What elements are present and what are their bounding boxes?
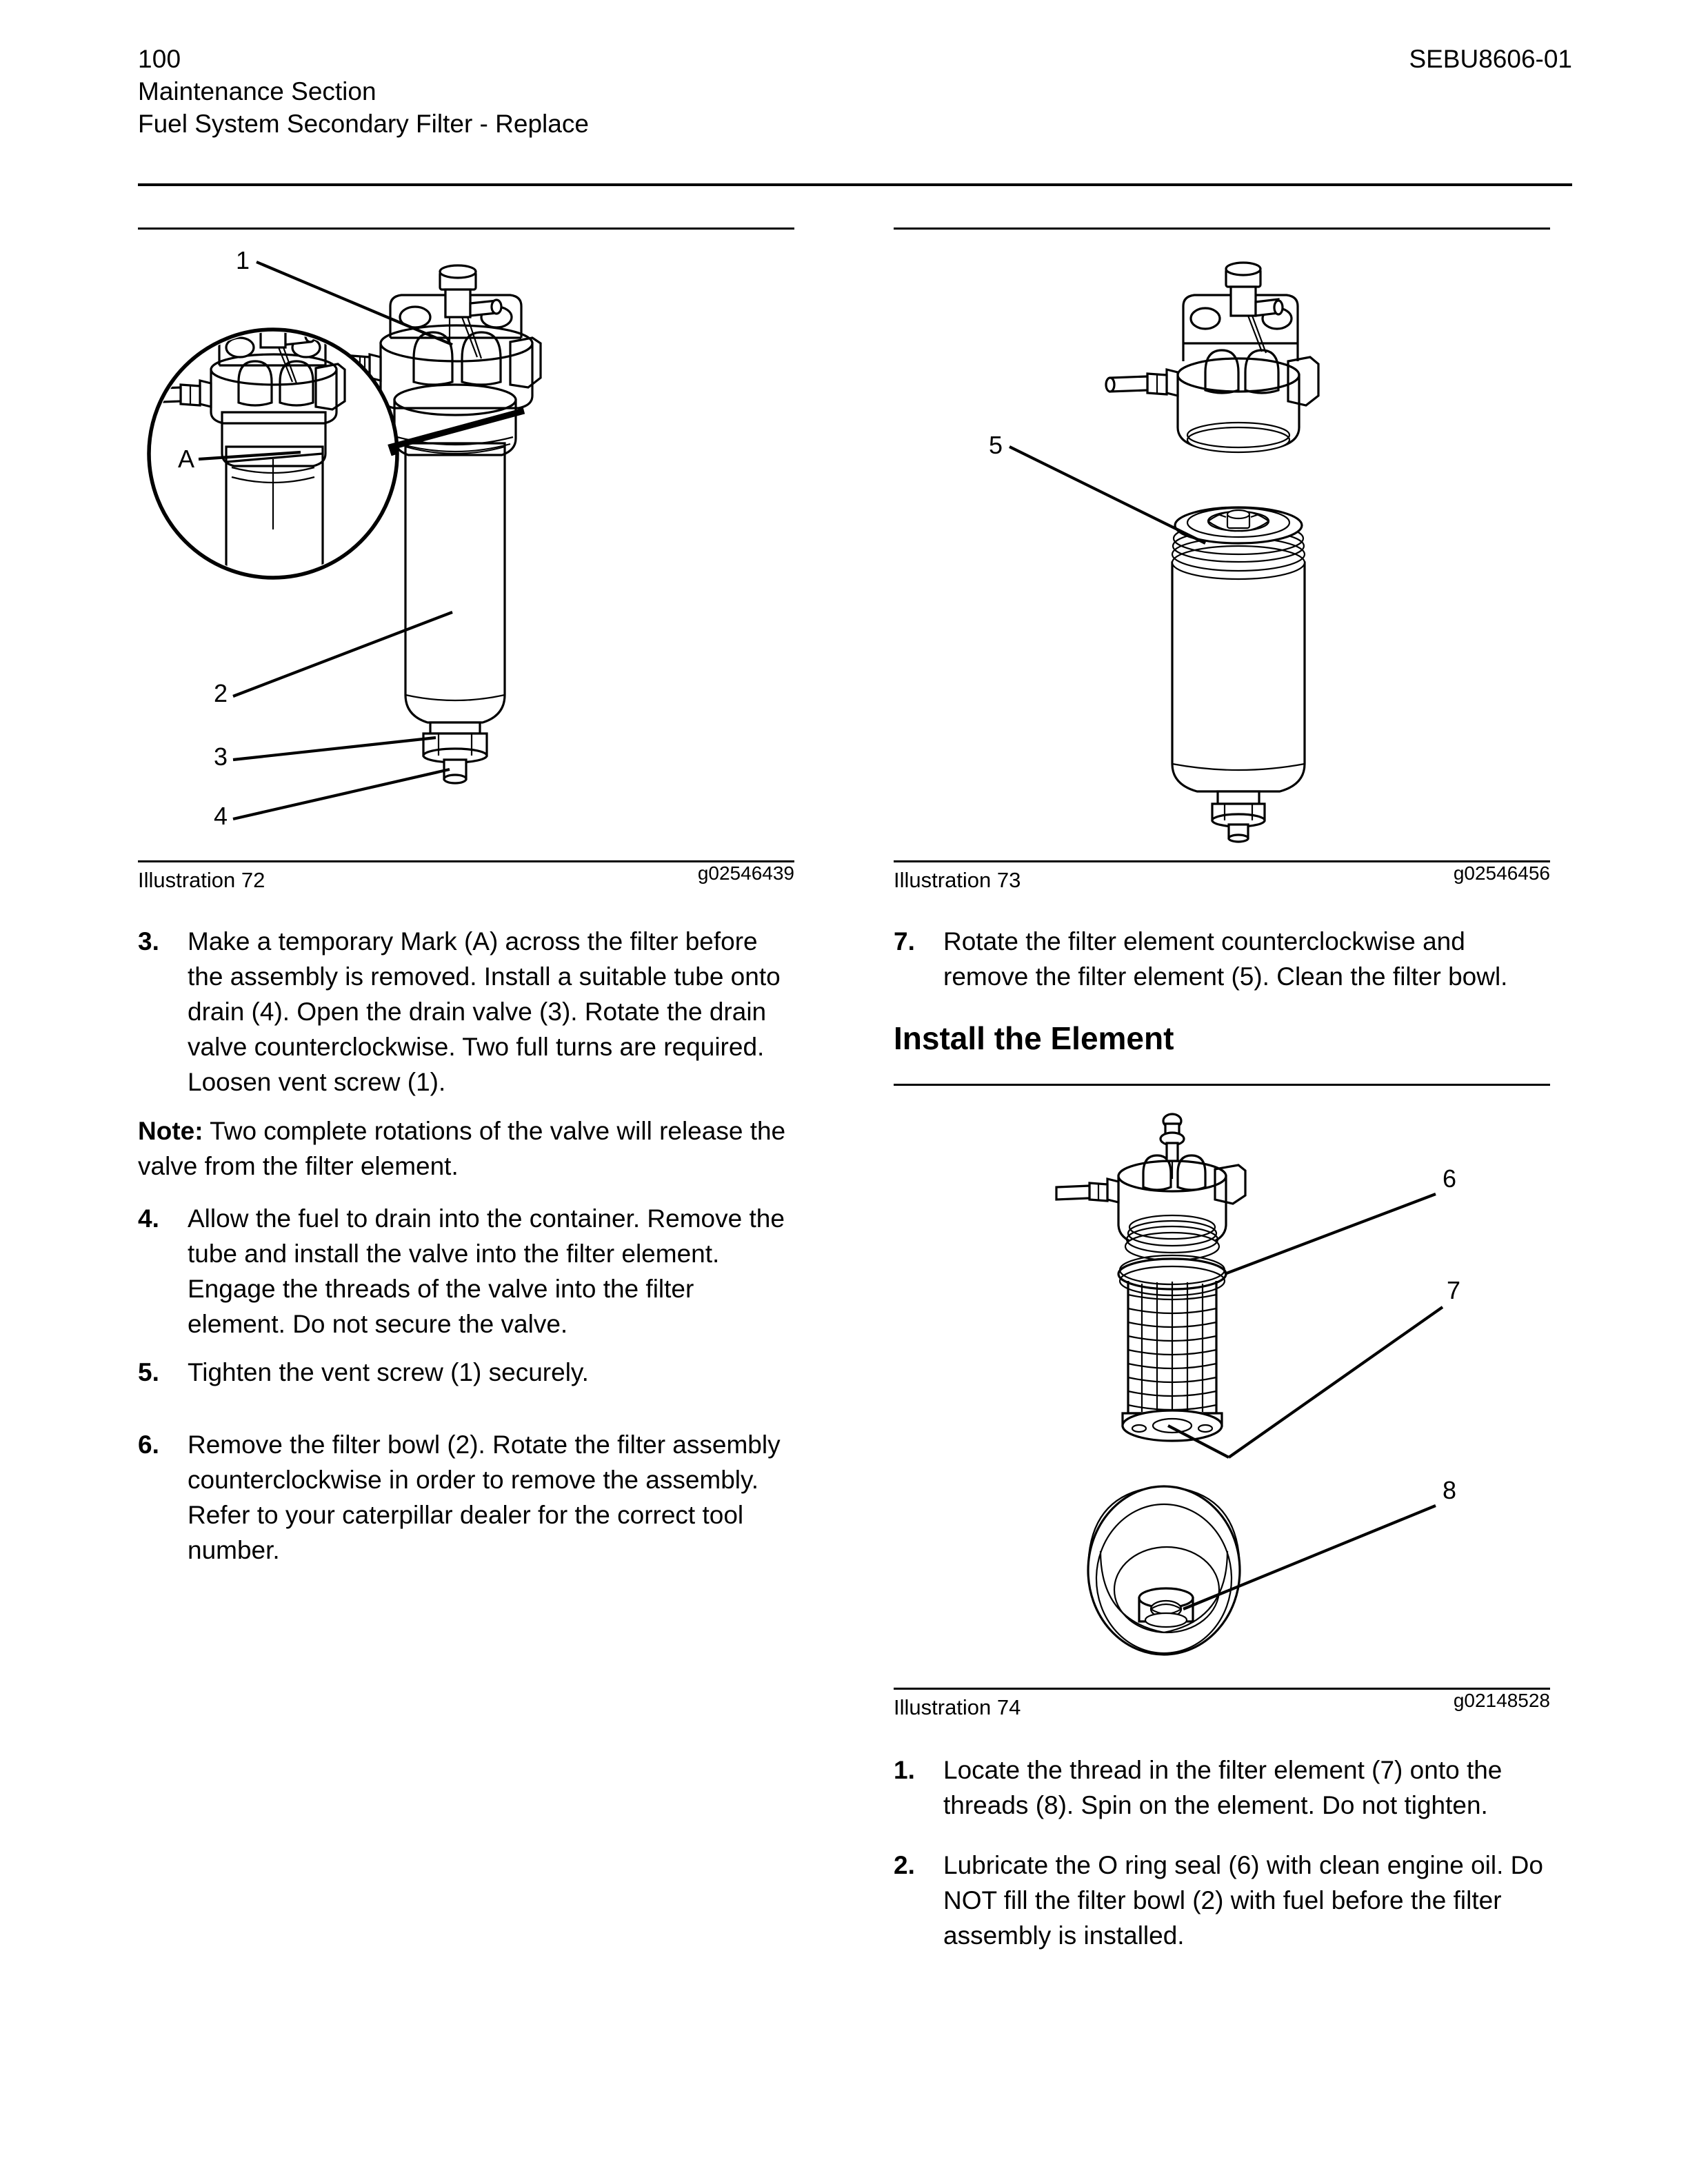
header-divider	[138, 183, 1572, 186]
install-step-2-text: Lubricate the O ring seal (6) with clean engine oil. Do NOT fill the filter bowl (2) with fuel before the filter assembly is installed.	[943, 1851, 1543, 1950]
note-label: Note:	[138, 1117, 203, 1145]
step-3-marker: 3.	[138, 927, 159, 956]
page-number: 100	[138, 45, 181, 73]
step-3-text: Make a temporary Mark (A) across the filter before the assembly is removed. Install a suitable tube onto drain (4). Open the drain valve (3). Rotate the drain valve counterclockwise. Two full turns are required. Loosen vent screw (1).	[188, 927, 781, 1096]
step-5-marker: 5.	[138, 1358, 159, 1386]
step-6	[138, 1427, 794, 1568]
step-6-text: Remove the filter bowl (2). Rotate the filter assembly counterclockwise in order to remove the assembly. Refer to your caterpillar dealer for the correct tool number.	[188, 1430, 781, 1564]
step-5	[138, 1355, 794, 1390]
figure-74-label: Illustration 74	[894, 1695, 1021, 1719]
step-7	[894, 924, 1550, 994]
figure-74-graphic-number: g02148528	[1453, 1690, 1550, 1711]
install-step-1	[894, 1752, 1550, 1823]
topic-title: Fuel System Secondary Filter - Replace	[138, 110, 589, 138]
figure-72-label: Illustration 72	[138, 868, 265, 892]
figure-72-caption	[138, 862, 794, 891]
install-step-2	[894, 1848, 1550, 1953]
step-7-text: Rotate the filter element counterclockwise and remove the filter element (5). Clean the filter bowl.	[943, 927, 1508, 991]
figure-72-top-rule	[138, 228, 794, 230]
callout-5-number: 5	[988, 431, 1003, 459]
step-3	[138, 924, 794, 1100]
install-step-1-marker: 1.	[894, 1756, 915, 1784]
step-4-text: Allow the fuel to drain into the container. Remove the tube and install the valve into the filter element. Engage the threads of the valve into the filter element. Do not secure the valve.	[188, 1204, 785, 1338]
callout-A-number: A	[177, 445, 195, 473]
figure-74-caption	[894, 1689, 1550, 1718]
install-element-rule	[894, 1084, 1550, 1086]
figure-73-top-rule	[894, 228, 1550, 230]
step-7-marker: 7.	[894, 927, 915, 956]
document-id: SEBU8606-01	[1409, 45, 1572, 73]
figure-73-label: Illustration 73	[894, 868, 1021, 892]
callout-8-number: 8	[1442, 1476, 1457, 1504]
illustration-72	[138, 240, 794, 847]
install-step-1-text: Locate the thread in the filter element (7) onto the threads (8). Spin on the element. Do not tighten.	[943, 1756, 1503, 1819]
callout-1-number: 1	[235, 246, 250, 274]
step-5-text: Tighten the vent screw (1) securely.	[188, 1358, 589, 1386]
callout-2-number: 2	[213, 679, 228, 707]
figure-72-graphic-number: g02546439	[697, 862, 794, 884]
install-step-2-marker: 2.	[894, 1851, 915, 1879]
step-4	[138, 1201, 794, 1342]
figure-73-graphic-number: g02546456	[1453, 862, 1550, 884]
step-6-marker: 6.	[138, 1430, 159, 1459]
step-4-marker: 4.	[138, 1204, 159, 1233]
page-header	[138, 43, 1572, 160]
callout-7-number: 7	[1446, 1276, 1461, 1304]
callout-4-number: 4	[213, 802, 228, 830]
callout-6-number: 6	[1442, 1164, 1457, 1193]
illustration-74	[894, 1096, 1550, 1675]
note-paragraph	[138, 1113, 794, 1184]
callout-3-number: 3	[213, 742, 228, 771]
figure-73-caption	[894, 862, 1550, 891]
illustration-73	[894, 240, 1550, 847]
install-element-heading: Install the Element	[894, 1020, 1174, 1056]
section-title: Maintenance Section	[138, 77, 376, 105]
note-text: Two complete rotations of the valve will release the valve from the filter element.	[138, 1117, 786, 1180]
